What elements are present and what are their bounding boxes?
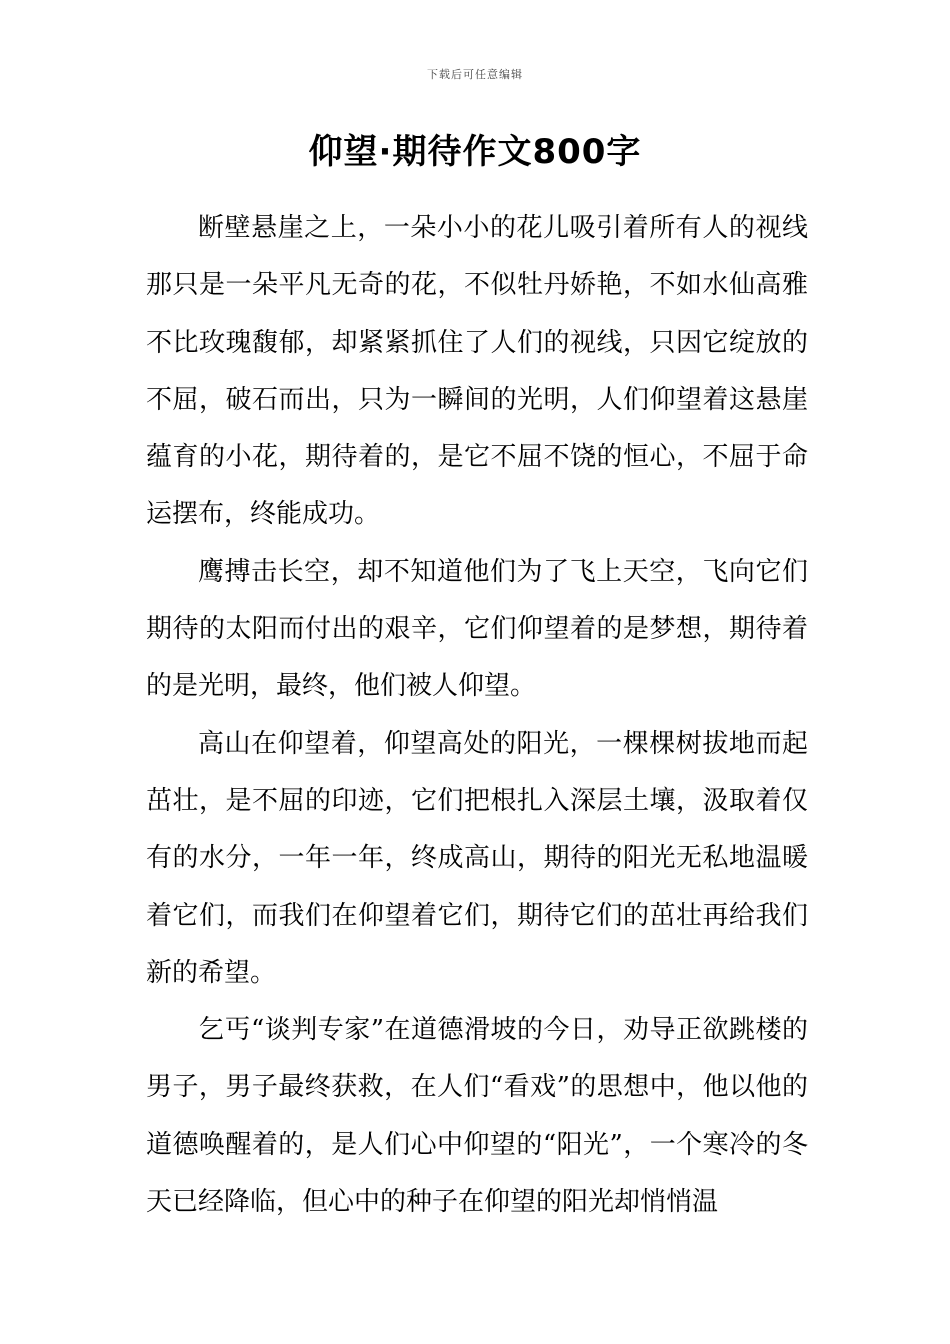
paragraph-2: 鹰搏击长空，却不知道他们为了飞上天空，飞向它们期待的太阳而付出的艰辛，它们仰望着的是梦想，期待着的是光明，最终，他们被人仰望。 <box>146 556 808 702</box>
paragraph-3: 高山在仰望着，仰望高处的阳光，一棵棵树拔地而起茁壮，是不屈的印迹，它们把根扎入深层土壤，汲取着仅有的水分，一年一年，终成高山，期待的阳光无私地温暖着它们，而我们在仰望着它们，期待它们的茁壮再给我们新的希望。 <box>146 728 808 988</box>
header-note: 下载后可任意编辑 <box>427 68 523 81</box>
paragraph-4: 乞丐“谈判专家”在道德滑坡的今日，劝导正欲跳楼的男子，男子最终获救，在人们“看戏”的思想中，他以他的道德唤醒着的，是人们心中仰望的“阳光”，一个寒冷的冬天已经降临，但心中的种子在仰望的阳光却悄悄温 <box>146 1015 808 1218</box>
page-title: 仰望·期待作文800字 <box>308 132 642 172</box>
document-body <box>146 200 808 1231</box>
paragraph-1: 断壁悬崖之上，一朵小小的花儿吸引着所有人的视线那只是一朵平凡无奇的花，不似牡丹娇艳，不如水仙高雅不比玫瑰馥郁，却紧紧抓住了人们的视线，只因它绽放的不屈，破石而出，只为一瞬间的光明，人们仰望着这悬崖蕴育的小花，期待着的，是它不屈不饶的恒心，不屈于命运摆布，终能成功。 <box>146 213 808 530</box>
